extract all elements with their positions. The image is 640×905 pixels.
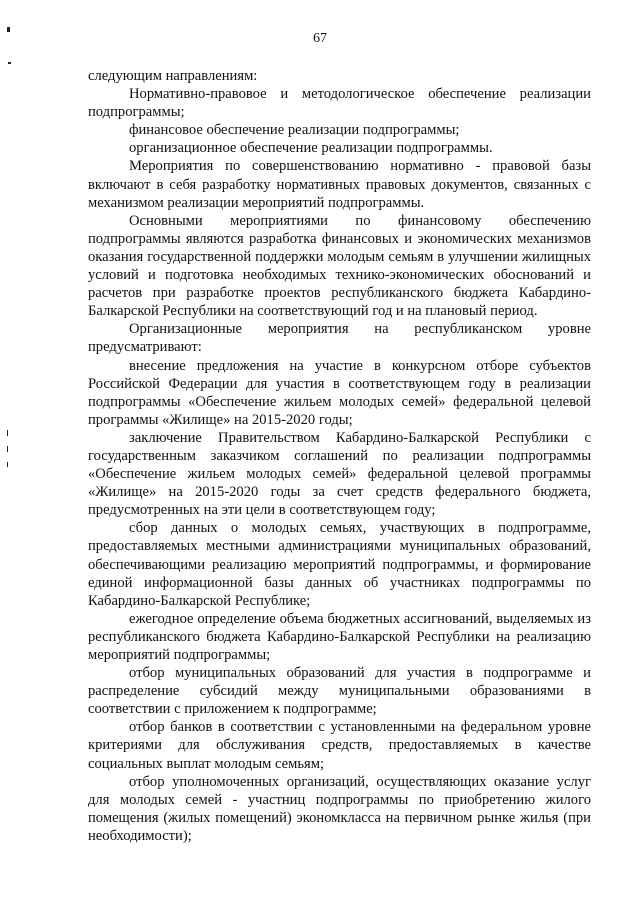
paragraph: сбор данных о молодых семьях, участвующих в подпрограмме, предоставляемых местными администрациями муниципальных образований, обеспечивающими реализацию мероприятий подпрограммы, и формирование единой информационной базы данных об участниках подпрограммы по Кабардино-Балкарской Республике; (88, 520, 591, 609)
paragraph: заключение Правительством Кабардино-Балкарской Республики с государственным заказчиком соглашений по реализации подпрограммы «Обеспечение жильем молодых семей» федеральной целевой программы «Жилище» на 2015-2020 годы за счет средств федерального бюджета, предусмотренных на эти цели в соответствующем году; (88, 429, 591, 519)
paragraph: отбор банков в соответствии с установленными на федеральном уровне критериями для обслуживания средств, предоставляемых в качестве социальных выплат молодым семьям; (88, 719, 591, 772)
paragraph: организационное обеспечение реализации подпрограммы. (129, 140, 493, 157)
scan-mark (8, 62, 11, 64)
paragraph: ежегодное определение объема бюджетных ассигнований, выделяемых из республиканского бюджета Кабардино-Балкарской Республики на реализацию мероприятий подпрограммы; (88, 610, 591, 663)
scan-mark (7, 446, 8, 452)
page-number: 67 (313, 31, 327, 46)
paragraph: Мероприятия по совершенствованию нормативно - правовой базы включают в себя разработку нормативных правовых документов, связанных с механизмом реализации мероприятий подпрограммы. (88, 158, 591, 211)
paragraph: финансовое обеспечение реализации подпрограммы; (129, 122, 460, 139)
paragraph: Организационные мероприятия на республиканском уровне предусматривают: (88, 321, 591, 356)
paragraph: следующим направлениям: (88, 68, 258, 84)
paragraph: отбор уполномоченных организаций, осуществляющих оказание услуг для молодых семей - участниц подпрограммы по приобретению жилого помещения (жилых помещений) экономкласса на первичном рынке жилья (при необходимости); (88, 773, 591, 844)
paragraph: Основными мероприятиями по финансовому обеспечению подпрограммы являются разработка финансовых и экономических механизмов оказания государственной поддержки молодым семьям в улучшении жилищных условий и подготовка необходимых технико-экономических обоснований и расчетов при разработке проектов республиканского бюджета Кабардино-Балкарской Республики на соответствующий год и на плановый период. (88, 212, 591, 320)
scan-mark (7, 430, 8, 436)
scan-mark (7, 462, 8, 467)
paragraph: отбор муниципальных образований для участия в подпрограмме и распределение субсидий между муниципальными образованиями в соответствии с приложением к подпрограмме; (88, 665, 591, 718)
paragraph: внесение предложения на участие в конкурсном отборе субъектов Российской Федерации для участия в соответствующем году в реализации подпрограммы «Обеспечение жильем молодых семей» федеральной целевой программы «Жилище» на 2015-2020 годы; (88, 357, 591, 428)
paragraph: Нормативно-правовое и методологическое обеспечение реализации подпрограммы; (88, 86, 591, 121)
document-body (88, 67, 591, 845)
